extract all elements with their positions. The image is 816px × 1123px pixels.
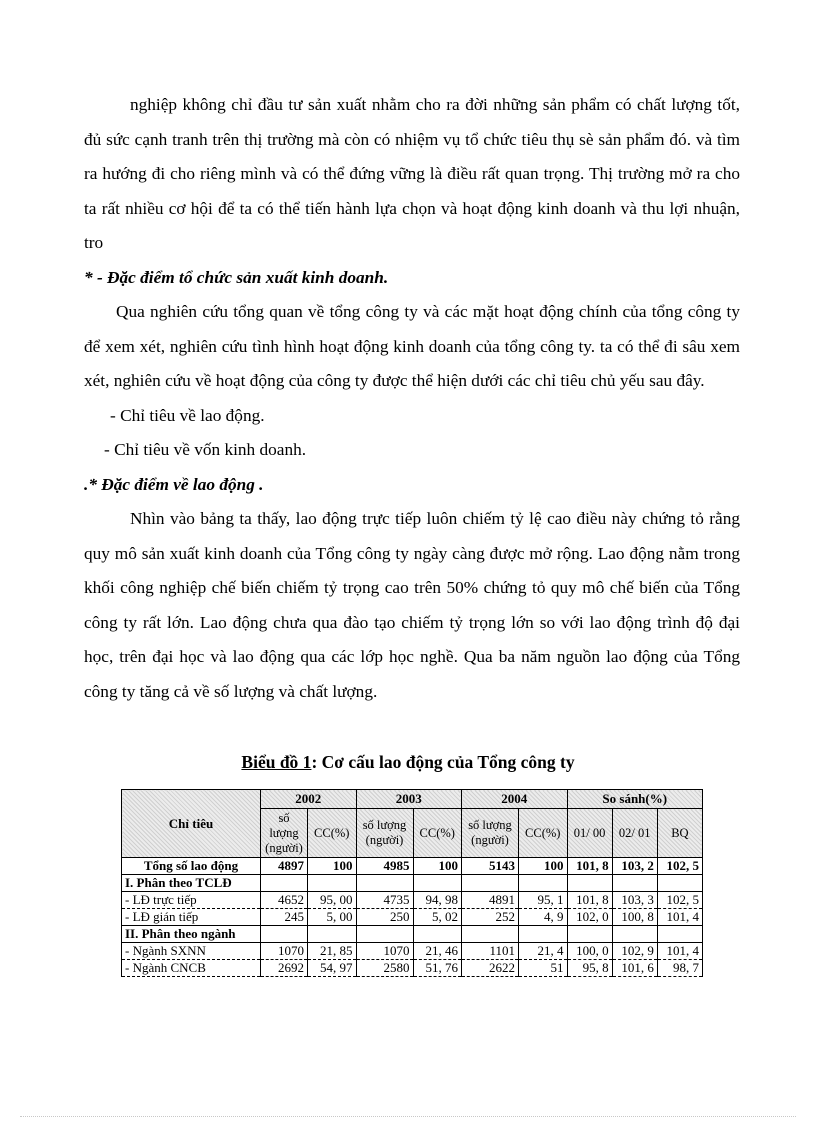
cell: 101, 8 <box>567 892 612 909</box>
cell: 21, 4 <box>519 943 568 960</box>
subheader-cc: CC(%) <box>519 809 568 858</box>
table-row <box>122 943 703 960</box>
subheader-compare-02-01: 02/ 01 <box>612 809 657 858</box>
cell: 1070 <box>261 943 308 960</box>
cell: 250 <box>356 909 413 926</box>
cell: 100 <box>413 858 462 875</box>
cell: 5143 <box>462 858 519 875</box>
cell: 1101 <box>462 943 519 960</box>
cell: 103, 2 <box>612 858 657 875</box>
table-header-row <box>122 790 703 809</box>
section-label: I. Phân theo TCLĐ <box>122 875 261 892</box>
cell-label: - LĐ trực tiếp <box>122 892 261 909</box>
cell: 95, 00 <box>308 892 357 909</box>
header-year-2003: 2003 <box>356 790 462 809</box>
cell: 103, 3 <box>612 892 657 909</box>
cell: 5, 02 <box>413 909 462 926</box>
subheader-quantity: số lượng (người) <box>462 809 519 858</box>
table-row <box>122 892 703 909</box>
cell: 102, 0 <box>567 909 612 926</box>
table-row-total <box>122 858 703 875</box>
table-row <box>122 909 703 926</box>
cell: 101, 4 <box>657 909 702 926</box>
subheader-quantity: số lượng (người) <box>261 809 308 858</box>
cell: 100, 8 <box>612 909 657 926</box>
list-item-labor: - Chỉ tiêu về lao động. <box>110 405 265 425</box>
cell: 5, 00 <box>308 909 357 926</box>
cell: 4891 <box>462 892 519 909</box>
cell: 100 <box>308 858 357 875</box>
header-so-sanh: So sánh(%) <box>567 790 703 809</box>
cell: 100 <box>519 858 568 875</box>
table-caption <box>0 752 816 773</box>
cell: 4897 <box>261 858 308 875</box>
cell: 94, 98 <box>413 892 462 909</box>
cell: 1070 <box>356 943 413 960</box>
subheader-compare-01-00: 01/ 00 <box>567 809 612 858</box>
cell: 4735 <box>356 892 413 909</box>
cell: 51 <box>519 960 568 977</box>
heading-production: * - Đặc điểm tổ chức sản xuất kinh doanh. <box>84 267 389 287</box>
subheader-cc: CC(%) <box>308 809 357 858</box>
cell: 95, 8 <box>567 960 612 977</box>
cell: 2692 <box>261 960 308 977</box>
cell: 101, 4 <box>657 943 702 960</box>
cell: 54, 97 <box>308 960 357 977</box>
cell: 102, 5 <box>657 858 702 875</box>
cell: 101, 6 <box>612 960 657 977</box>
cell-label: - LĐ gián tiếp <box>122 909 261 926</box>
paragraph-intro: nghiệp không chỉ đầu tư sản xuất nhằm cho ra đời những sản phẩm có chất lượng tốt, đủ sức cạnh tranh trên thị trường mà còn có nhiệm vụ tổ chức tiêu thụ sè sản phẩm đó. và tìm ra hướng đi cho riêng mình và có thể đứng vững là điều rất quan trọng. Thị trường mở ra cho ta rất nhiều cơ hội để ta có thể tiến hành lựa chọn và hoạt động kinh doanh và thu lợi nhuận, tro <box>84 95 740 252</box>
heading-labor: .* Đặc điểm về lao động . <box>84 474 264 494</box>
cell: 51, 76 <box>413 960 462 977</box>
cell: 252 <box>462 909 519 926</box>
table-row <box>122 960 703 977</box>
header-year-2002: 2002 <box>261 790 357 809</box>
cell: 2580 <box>356 960 413 977</box>
cell: 21, 46 <box>413 943 462 960</box>
cell: 4652 <box>261 892 308 909</box>
cell-label: - Ngành CNCB <box>122 960 261 977</box>
header-chi-tieu: Chỉ tiêu <box>122 790 261 858</box>
cell: 101, 8 <box>567 858 612 875</box>
cell: 4985 <box>356 858 413 875</box>
cell: 245 <box>261 909 308 926</box>
list-item-capital: - Chỉ tiêu về vốn kinh doanh. <box>104 440 307 459</box>
caption-label: Biểu đồ 1 <box>241 752 312 772</box>
page-footer-divider <box>20 1116 796 1117</box>
cell: 100, 0 <box>567 943 612 960</box>
cell: 21, 85 <box>308 943 357 960</box>
cell: 95, 1 <box>519 892 568 909</box>
cell: 102, 9 <box>612 943 657 960</box>
paragraph-overview: Qua nghiên cứu tổng quan về tổng công ty và các mặt hoạt động chính của tổng công ty để xem xét, nghiên cứu tình hình hoạt động kinh doanh của tổng công ty. ta có thể đi sâu xem xét, nghiên cứu về hoạt động của công ty được thể hiện dưới các chỉ tiêu chủ yếu sau đây. <box>84 302 740 390</box>
section-label: II. Phân theo ngành <box>122 926 261 943</box>
header-year-2004: 2004 <box>462 790 568 809</box>
subheader-quantity: số lượng (người) <box>356 809 413 858</box>
paragraph-labor-analysis: Nhìn vào bảng ta thấy, lao động trực tiếp luôn chiếm tỷ lệ cao điều này chứng tỏ rằng quy mô sản xuất kinh doanh của Tổng công ty ngày càng được mở rộng. Lao động nằm trong khối công nghiệp chế biến chiếm tỷ trọng cao trên 50% chứng tỏ quy mô chế biến của Tổng công ty rất lớn. Lao động chưa qua đào tạo chiếm tỷ trọng lớn so với lao động trình độ đại học, trên đại học và lao động qua các lớp học nghề. Qua ba năm nguồn lao động của Tổng công ty tăng cả về số lượng và chất lượng. <box>84 509 740 701</box>
cell-label: Tổng số lao động <box>122 858 261 875</box>
table-section-nganh <box>122 926 703 943</box>
labor-structure-table <box>121 789 703 977</box>
caption-title: : Cơ cấu lao động của Tổng công ty <box>311 752 575 772</box>
cell: 102, 5 <box>657 892 702 909</box>
subheader-bq: BQ <box>657 809 702 858</box>
cell: 4, 9 <box>519 909 568 926</box>
cell: 2622 <box>462 960 519 977</box>
cell-label: - Ngành SXNN <box>122 943 261 960</box>
body-text <box>84 88 740 709</box>
cell: 98, 7 <box>657 960 702 977</box>
table-section-tcld <box>122 875 703 892</box>
subheader-cc: CC(%) <box>413 809 462 858</box>
